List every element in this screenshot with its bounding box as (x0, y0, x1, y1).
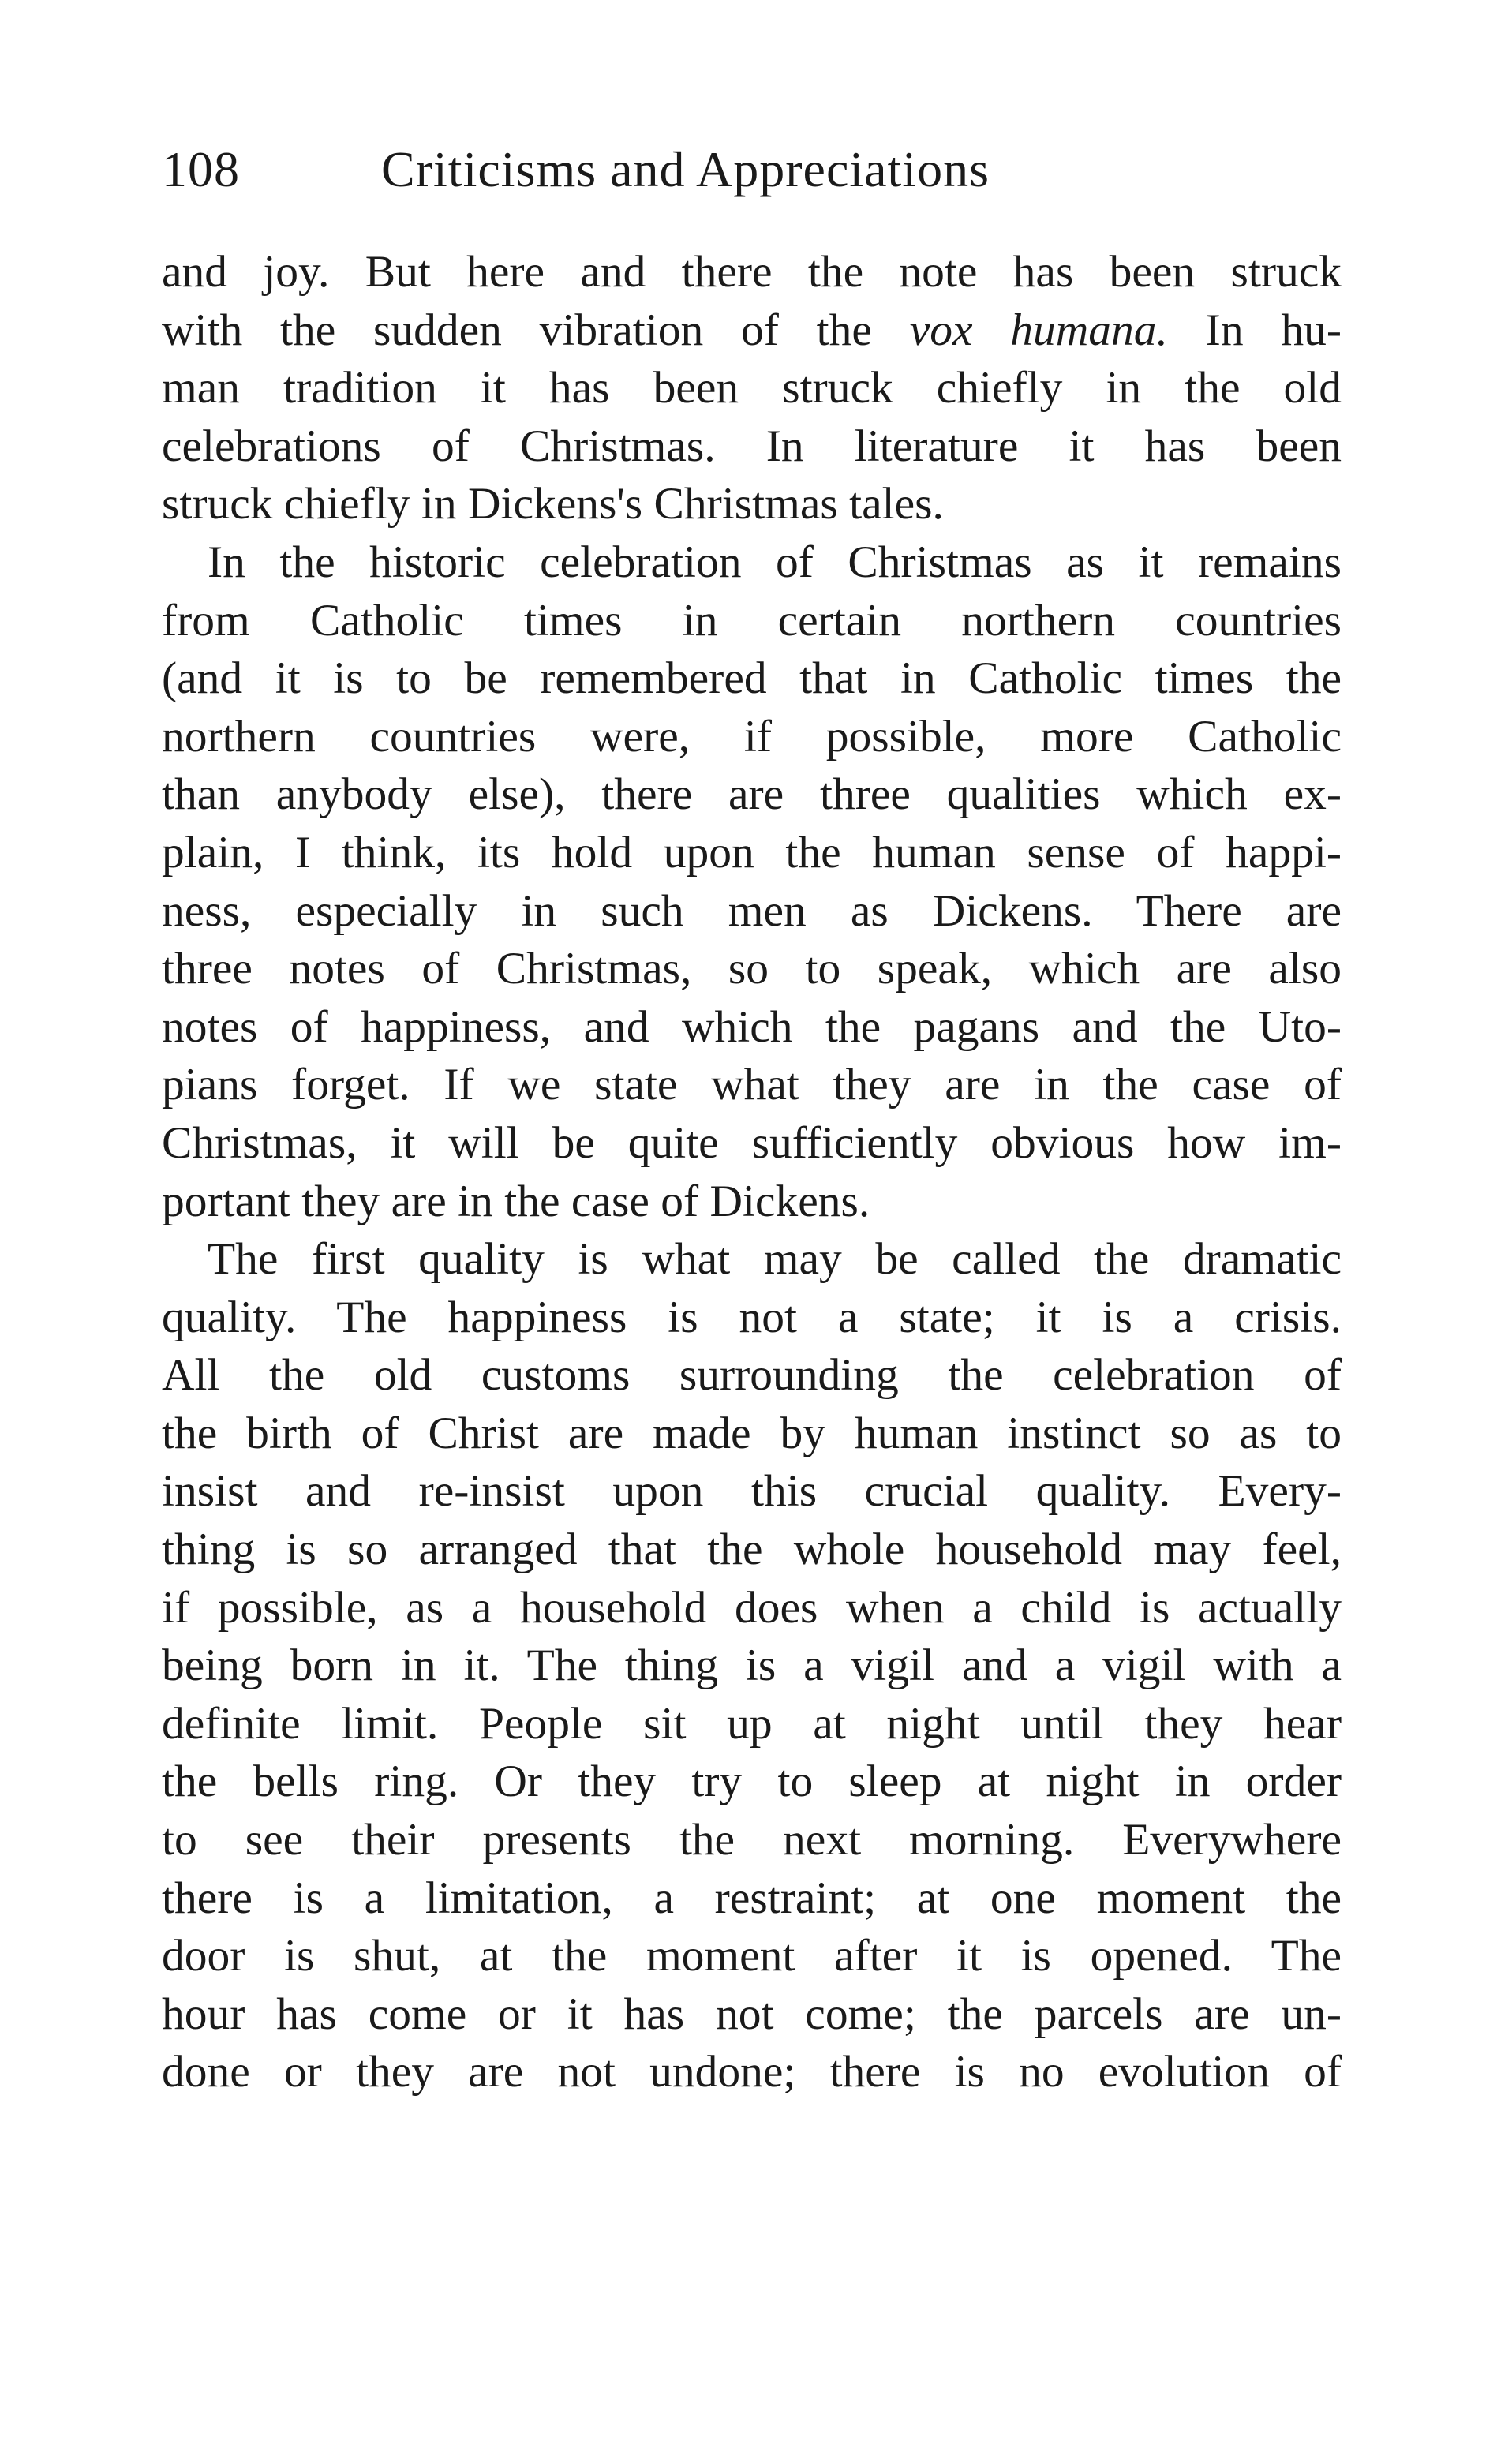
text-line: notes of happiness, and which the pagans and the Uto- (162, 1001, 1342, 1052)
text-line: from Catholic times in certain northern countries (162, 595, 1342, 645)
running-title: Criticisms and Appreciations (381, 141, 990, 197)
page-number: 108 (162, 141, 240, 197)
text-line: the bells ring. Or they try to sleep at night in order (162, 1757, 1342, 1807)
text-line: plain, I think, its hold upon the human sense of happi- (162, 827, 1342, 877)
book-page (162, 118, 1342, 2101)
text-line: done or they are not undone; there is no evolution of (162, 2047, 1342, 2097)
text-line: the birth of Christ are made by human instinct so as to (162, 1408, 1342, 1458)
text-line: quality. The happiness is not a state; it is a crisis. (162, 1292, 1342, 1342)
text-line: ness, especially in such men as Dickens. There are (162, 885, 1342, 936)
text-line: hour has come or it has not come; the parcels are un- (162, 1989, 1342, 2039)
text-line (162, 301, 1342, 360)
text-line: door is shut, at the moment after it is opened. The (162, 1931, 1342, 1981)
text-segment: with the sudden vibration of the (162, 305, 910, 355)
text-line: celebrations of Christmas. In literature it has been (162, 421, 1342, 471)
text-line: to see their presents the next morning. Everywhere (162, 1815, 1342, 1865)
text-line: definite limit. People sit up at night until they hear (162, 1698, 1342, 1749)
text-line: Christmas, it will be quite sufficiently obvious how im- (162, 1117, 1342, 1168)
text-line: than anybody else), there are three qualities which ex- (162, 769, 1342, 820)
text-line: insist and re-insist upon this crucial quality. Every- (162, 1466, 1342, 1517)
text-segment: In hu- (1167, 305, 1342, 355)
text-line: (and it is to be remembered that in Catholic times the (162, 653, 1342, 704)
text-line: thing is so arranged that the whole household may feel, (162, 1525, 1342, 1575)
text-line: if possible, as a household does when a child is actually (162, 1582, 1342, 1633)
italic-phrase: vox humana. (909, 305, 1168, 355)
text-line: portant they are in the case of Dickens. (162, 1176, 870, 1226)
text-line: being born in it. The thing is a vigil and a vigil with a (162, 1641, 1342, 1691)
text-line: man tradition it has been struck chiefly in the old (162, 363, 1342, 413)
text-line: and joy. But here and there the note has been struck (162, 247, 1342, 297)
text-line: pians forget. If we state what they are in the case of (162, 1060, 1342, 1110)
text-line: The first quality is what may be called the dramatic (208, 1234, 1342, 1285)
running-head (162, 118, 1342, 221)
text-line: there is a limitation, a restraint; at one moment the (162, 1873, 1342, 1923)
body-text (162, 243, 1342, 2101)
text-line: All the old customs surrounding the celebration of (162, 1350, 1342, 1401)
text-line: three notes of Christmas, so to speak, which are also (162, 944, 1342, 994)
text-line: northern countries were, if possible, more Catholic (162, 711, 1342, 761)
text-line: In the historic celebration of Christmas as it remains (208, 537, 1342, 587)
text-line: struck chiefly in Dickens's Christmas tales. (162, 479, 944, 529)
